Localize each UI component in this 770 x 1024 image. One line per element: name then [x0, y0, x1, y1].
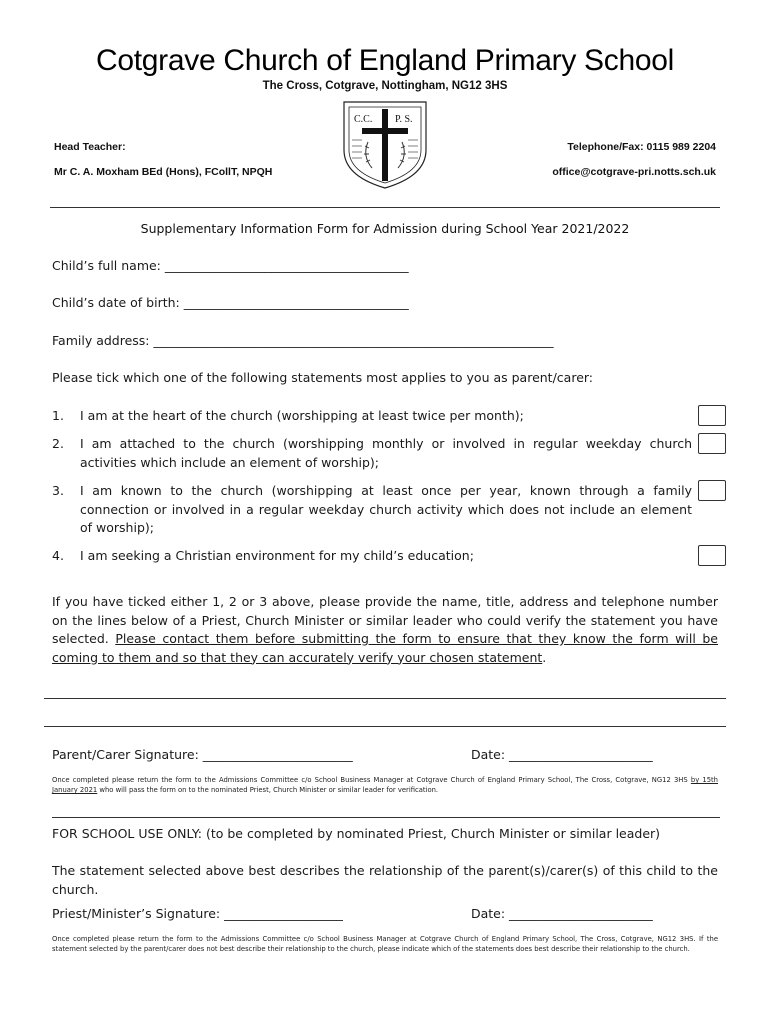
crest-right-letters: P. S. — [395, 114, 413, 125]
minister-details-line-2[interactable] — [44, 726, 726, 727]
statement-text: I am known to the church (worshipping at least once per year, known through a family connection or involved in a regular weekday church activity which does not include an element of worship); — [80, 483, 692, 535]
school-crest — [338, 98, 432, 190]
return-note-1-deadline: by 15th January 2021 — [52, 776, 718, 794]
return-note-1 — [52, 775, 718, 795]
minister-date-field[interactable]: Date: _______________________ — [471, 906, 653, 921]
return-note-1-text: Once completed please return the form to the Admissions Committee c/o School Business Manager at Cotgrave Church of England Primary School, The Cross, Cotgrave, NG12 3HS — [52, 776, 688, 784]
statement-number: 4. — [52, 548, 64, 563]
school-use-statement: The statement selected above best describes the relationship of the parent(s)/carer(s) of this child to the church. — [52, 863, 718, 897]
parent-signature-field[interactable]: Parent/Carer Signature: ________________________ — [52, 747, 353, 762]
header-divider — [50, 207, 720, 208]
return-note-2: Once completed please return the form to the Admissions Committee c/o School Business Manager at Cotgrave Church of England Primary School, The Cross, Cotgrave, NG12 3HS. If the statement selected by the parent/carer does not best describe their relationship to the church, please indicate which of the statements does best describe their relationship to the church. — [52, 935, 718, 953]
school-address: The Cross, Cotgrave, Nottingham, NG12 3HS — [262, 80, 508, 92]
statement-number: 2. — [52, 436, 64, 451]
statement-text: I am at the heart of the church (worshipping at least twice per month); — [80, 408, 524, 423]
statement-text: I am seeking a Christian environment for my child’s education; — [80, 548, 474, 563]
email-address: office@cotgrave-pri.notts.sch.uk — [552, 166, 716, 178]
statement-4-checkbox[interactable] — [698, 545, 726, 566]
verify-end: . — [542, 649, 547, 665]
verify-text: If you have ticked either 1, 2 or 3 above, please provide the name, title, address and telephone number on the lines below of a Priest, Church Minister or similar leader who could verify the statement you have selected. — [52, 594, 718, 646]
tick-instruction: Please tick which one of the following statements most applies to you as parent/carer: — [52, 370, 594, 385]
school-use-divider — [52, 817, 720, 818]
crest-shield-icon — [338, 98, 432, 190]
child-dob-field[interactable]: Child’s date of birth: ____________________________________ — [52, 295, 409, 310]
verify-underlined-text: Please contact them before submitting the form to ensure that they know the form will be coming to them and so that they can accurately verify your chosen statement — [52, 631, 719, 665]
statement-2-checkbox[interactable] — [698, 433, 726, 454]
minister-details-line-1[interactable] — [44, 698, 726, 699]
school-name: Cotgrave Church of England Primary School — [96, 44, 674, 77]
minister-signature-field[interactable]: Priest/Minister’s Signature: ___________________ — [52, 906, 343, 921]
telephone: Telephone/Fax: 0115 989 2204 — [567, 141, 716, 153]
statement-number: 3. — [52, 483, 64, 498]
head-teacher-label: Head Teacher: — [54, 141, 126, 153]
verify-paragraph — [52, 593, 718, 667]
school-use-heading: FOR SCHOOL USE ONLY: (to be completed by nominated Priest, Church Minister or similar leader) — [52, 826, 661, 841]
return-note-1-end: who will pass the form on to the nominated Priest, Church Minister or similar leader for verification. — [99, 786, 439, 794]
statement-text: I am attached to the church (worshipping monthly or involved in regular weekday church activities which include an element of worship); — [80, 436, 692, 470]
parent-date-field[interactable]: Date: _______________________ — [471, 747, 653, 762]
statement-1-checkbox[interactable] — [698, 405, 726, 426]
statement-3-checkbox[interactable] — [698, 480, 726, 501]
crest-left-letters: C.C. — [354, 114, 373, 125]
child-name-field[interactable]: Child’s full name: _______________________________________ — [52, 258, 409, 273]
head-teacher-name: Mr C. A. Moxham BEd (Hons), FCollT, NPQH — [54, 166, 273, 178]
family-address-field[interactable]: Family address: ________________________________________________________________ — [52, 333, 554, 348]
form-title: Supplementary Information Form for Admission during School Year 2021/2022 — [140, 221, 630, 236]
statement-number: 1. — [52, 408, 64, 423]
